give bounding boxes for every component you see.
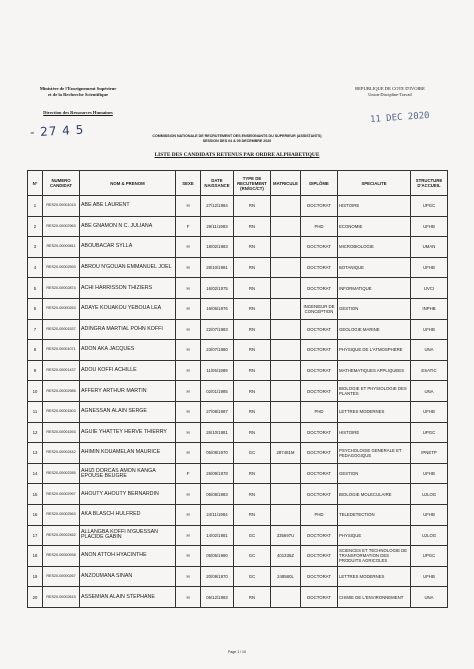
speciality-cell: GEOLOGIE MARINE [338,319,411,340]
matricule-cell [271,216,301,237]
structure-cell: UPGC [411,196,448,217]
birth-date-cell: 22/07/1983 [201,319,234,340]
recruitment-type-cell: RN [234,463,271,484]
diploma-cell: DOCTORAT [301,587,338,608]
row-number-cell: 6 [28,298,43,319]
candidate-name-cell: ASSEMIAN ALAIN STEPHANE [80,587,176,608]
recruitment-type-cell: RN [234,484,271,505]
candidate-name-cell: AGUIE YHATTEY HERVE THIERRY [80,422,176,443]
birth-date-cell: 06/12/1983 [201,587,234,608]
row-number-cell: 15 [28,484,43,505]
speciality-cell: BOTANIQUE [338,257,411,278]
diploma-cell: DOCTORAT [301,463,338,484]
speciality-cell: GESTION [338,463,411,484]
matricule-cell [271,401,301,422]
table-row [28,525,448,546]
speciality-cell: TELEDETECTION [338,504,411,525]
candidate-name-cell: ADAYE KOUAKOU YEBOUA LEA [80,298,176,319]
matricule-cell [271,422,301,443]
speciality-cell: INFORMATIQUE [338,278,411,299]
sex-cell: H [176,525,201,546]
diploma-cell: DOCTORAT [301,525,338,546]
row-number-cell: 17 [28,525,43,546]
recruitment-type-cell: RN [234,298,271,319]
row-number-cell: 12 [28,422,43,443]
column-header-birth-date: DATE NAISSANCE [201,171,234,196]
speciality-cell: LETTRES MODERNES [338,401,411,422]
sex-cell: H [176,237,201,258]
ministry-line1: Ministère de l'Enseignement Supérieur [39,86,117,91]
speciality-cell: HISTOIRE [338,422,411,443]
table-row [28,422,448,443]
birth-date-cell: 02/01/1985 [201,381,234,402]
candidate-name-cell: AFFERY ARTHUR MARTIN [80,381,176,402]
birth-date-cell: 24/11/1984 [201,504,234,525]
direction-label: Direction des Ressources Humaines [43,110,113,115]
matricule-cell [271,504,301,525]
birth-date-cell: 05/05/1980 [201,546,234,567]
sex-cell: H [176,443,201,464]
birth-date-cell: 06/08/1983 [201,484,234,505]
candidate-number-cell: RES20-00002874 [43,278,80,299]
recruitment-type-cell: RN [234,340,271,361]
table-row [28,463,448,484]
diploma-cell: DOCTORAT [301,360,338,381]
structure-cell: INPHB [411,298,448,319]
structure-cell: UNA [411,381,448,402]
birth-date-cell: 27/12/1984 [201,196,234,217]
commission-heading [100,134,374,144]
birth-date-cell: 18/02/1983 [201,237,234,258]
matricule-cell [271,463,301,484]
structure-cell: UFHB [411,257,448,278]
matricule-cell [271,237,301,258]
candidate-number-cell: RES20-00002997 [43,484,80,505]
candidate-number-cell: RES20-00001503 [43,401,80,422]
table-row [28,196,448,217]
sex-cell: H [176,257,201,278]
candidate-number-cell: RES20-00001019 [43,196,80,217]
diploma-cell: INGENIEUR DE CONCEPTION [301,298,338,319]
structure-cell: UVCI [411,278,448,299]
speciality-cell: BIOLOGIE ET PHYSIOLOGIE DES PLANTES [338,381,411,402]
candidate-name-cell: AKA BLASCH HULFRED [80,504,176,525]
row-number-cell: 20 [28,587,43,608]
birth-date-cell: 16/02/1975 [201,278,234,299]
recruitment-type-cell: GC [234,546,271,567]
date-stamp: 11 DEC 2020 [369,110,430,126]
candidate-number-cell: RES20-00000267 [43,566,80,587]
candidate-name-cell: ALLANGBA KOFFI N'GUESSAN PLACIDE GABIN [80,525,176,546]
table-row [28,340,448,361]
column-header-recruitment-type: TYPE DE RECUTEMENT (RN/GC/CT) [234,171,271,196]
recruitment-type-cell: RN [234,257,271,278]
candidates-table [27,170,448,608]
candidate-number-cell: RES20-00000938 [43,546,80,567]
structure-cell: IPNETP [411,443,448,464]
candidate-number-cell: RES20-00001437 [43,360,80,381]
candidate-number-cell: RES20-00001071 [43,340,80,361]
speciality-cell: PHYSIQUE [338,525,411,546]
matricule-cell [271,360,301,381]
structure-cell: UPGC [411,422,448,443]
table-row [28,237,448,258]
candidate-number-cell: RES20-00002593 [43,257,80,278]
structure-cell: UJLOG [411,484,448,505]
recruitment-type-cell: RN [234,360,271,381]
diploma-cell: DOCTORAT [301,278,338,299]
structure-cell: UFHB [411,216,448,237]
recruitment-type-cell: RN [234,422,271,443]
diploma-cell: DOCTORAT [301,443,338,464]
speciality-cell: PHYSIQUE DE L'ATMOSPHERE [338,340,411,361]
matricule-cell [271,381,301,402]
birth-date-cell: 26/09/1978 [201,463,234,484]
candidate-name-cell: AGNESSAN ALAIN SERGE [80,401,176,422]
recruitment-type-cell: GC [234,443,271,464]
sex-cell: H [176,196,201,217]
structure-cell: UFHB [411,504,448,525]
row-number-cell: 10 [28,381,43,402]
recruitment-type-cell: RN [234,278,271,299]
birth-date-cell: 16/06/1976 [201,298,234,319]
recruitment-type-cell: RN [234,401,271,422]
matricule-cell: 248580L [271,566,301,587]
recruitment-type-cell: GC [234,566,271,587]
sex-cell: H [176,340,201,361]
speciality-cell: LETTRES MODERNES [338,566,411,587]
candidate-name-cell: AHIMIN KOUAMELAN MAURICE [80,443,176,464]
handwritten-reference-text: - 27 4 5 [29,122,85,140]
sex-cell: F [176,463,201,484]
speciality-cell: MICROBIOLOGIE [338,237,411,258]
sex-cell: H [176,422,201,443]
diploma-cell: PHD [301,216,338,237]
diploma-cell: DOCTORAT [301,340,338,361]
recruitment-type-cell: RN [234,216,271,237]
speciality-cell: CHIMIE DE L'ENVIRONNEMENT [338,587,411,608]
diploma-cell: DOCTORAT [301,566,338,587]
republic-header [340,86,440,98]
speciality-cell: PSYCHOLOGIE GENERALE ET PEDAGOGIQUE [338,443,411,464]
structure-cell: UNA [411,340,448,361]
table-header-row [28,171,448,196]
birth-date-cell: 11/05/1989 [201,360,234,381]
sex-cell: H [176,566,201,587]
speciality-cell: HISTOIRE [338,196,411,217]
commission-line1: COMMISSION NATIONALE DE RECRUTEMENT DES ENSEIGNANTS DU SUPERIEUR (ASSISTANTS) [152,134,322,138]
diploma-cell: DOCTORAT [301,546,338,567]
matricule-cell: 335697U [271,525,301,546]
structure-cell: UJLOG [411,525,448,546]
matricule-cell [271,484,301,505]
row-number-cell: 8 [28,340,43,361]
table-row [28,443,448,464]
structure-cell: UFHB [411,401,448,422]
candidate-number-cell: RES20-00002615 [43,587,80,608]
row-number-cell: 2 [28,216,43,237]
diploma-cell: DOCTORAT [301,196,338,217]
sex-cell: H [176,401,201,422]
matricule-cell [271,257,301,278]
table-row [28,587,448,608]
ministry-header [28,86,128,116]
handwritten-reference [30,123,85,140]
candidate-number-cell: RES20-00002442 [43,443,80,464]
row-number-cell: 13 [28,443,43,464]
table-row [28,257,448,278]
matricule-cell [271,278,301,299]
candidate-number-cell: RES20-00000811 [43,237,80,258]
recruitment-type-cell: RN [234,319,271,340]
row-number-cell: 9 [28,360,43,381]
row-number-cell: 7 [28,319,43,340]
candidate-number-cell: RES20-00002963 [43,216,80,237]
candidate-name-cell: ANZOUMANA SINAN [80,566,176,587]
matricule-cell: 287481M [271,443,301,464]
candidate-number-cell: RES20-00002563 [43,504,80,525]
table-row [28,504,448,525]
matricule-cell [271,298,301,319]
republic-name: REPUBLIQUE DE COTE D'IVOIRE [355,86,425,91]
row-number-cell: 1 [28,196,43,217]
column-header-matricule: MATRICULE [271,171,301,196]
speciality-cell: BIOLOGIE MOLECULAIRE [338,484,411,505]
column-header-number: N° [28,171,43,196]
sex-cell: H [176,504,201,525]
matricule-cell: 401336Z [271,546,301,567]
candidate-name-cell: ABE GNAMON N C. JULIANA [80,216,176,237]
birth-date-cell: 14/02/1981 [201,525,234,546]
candidate-number-cell: RES20-00002985 [43,381,80,402]
candidate-number-cell: RES20-00001593 [43,422,80,443]
birth-date-cell: 27/08/1987 [201,401,234,422]
candidate-name-cell: ABROU N'GOUAN EMMANUEL JOEL [80,257,176,278]
table-row [28,381,448,402]
page-footer: Page 1 / 10 [228,650,246,654]
sex-cell: H [176,381,201,402]
diploma-cell: PHD [301,504,338,525]
structure-cell: UFHB [411,566,448,587]
structure-cell: UFHB [411,463,448,484]
row-number-cell: 4 [28,257,43,278]
candidate-number-cell: RES20-00002462 [43,525,80,546]
table-row [28,401,448,422]
diploma-cell: DOCTORAT [301,422,338,443]
sex-cell: H [176,587,201,608]
column-header-diploma: DIPLÔME [301,171,338,196]
structure-cell: UMAN [411,237,448,258]
sex-cell: H [176,360,201,381]
sex-cell: H [176,484,201,505]
structure-cell: UFHB [411,319,448,340]
candidate-name-cell: AHOUTY AHOUTY BERNARDIN [80,484,176,505]
table-row [28,566,448,587]
candidate-name-cell: ABOUBACAR SYLLA [80,237,176,258]
birth-date-cell: 28/10/1981 [201,257,234,278]
speciality-cell: MATHEMATIQUES APPLIQUEES [338,360,411,381]
recruitment-type-cell: RN [234,504,271,525]
speciality-cell: GESTION [338,298,411,319]
speciality-cell: SCIENCES ET TECHNOLOGIE DE TRANSFORMATION DES PRODUITS AGRICOLES [338,546,411,567]
candidate-name-cell: ADINGRA MARTIAL POHN KOFFI [80,319,176,340]
column-header-candidate-number: NUMERO CANDIDAT [43,171,80,196]
sex-cell: H [176,546,201,567]
speciality-cell: ECONOMIE [338,216,411,237]
birth-date-cell: 26/10/1981 [201,422,234,443]
table-row [28,319,448,340]
list-title: LISTE DES CANDIDATS RETENUS PAR ORDRE ALPHABETIQUE [154,152,320,158]
candidate-name-cell: ADON AKA JACQUES [80,340,176,361]
table-row [28,546,448,567]
recruitment-type-cell: RN [234,196,271,217]
matricule-cell [271,196,301,217]
candidate-name-cell: AHIZI DORCAS AMON KANGA EPOUSE BEUGRE [80,463,176,484]
birth-date-cell: 23/07/1980 [201,340,234,361]
candidate-name-cell: ADOU KOFFI ACHILLE [80,360,176,381]
structure-cell: ESATIC [411,360,448,381]
row-number-cell: 14 [28,463,43,484]
table-body [28,196,448,608]
diploma-cell: DOCTORAT [301,319,338,340]
structure-cell: UPGC [411,546,448,567]
recruitment-type-cell: RN [234,381,271,402]
row-number-cell: 16 [28,504,43,525]
sex-cell: H [176,278,201,299]
column-header-name: NOM & PRENOM [80,171,176,196]
republic-motto: Union-Discipline-Travail [368,92,412,97]
ministry-line2: et de la Recherche Scientifique [47,92,109,97]
sex-cell: F [176,216,201,237]
birth-date-cell: 05/08/1970 [201,443,234,464]
diploma-cell: PHD [301,401,338,422]
birth-date-cell: 29/11/1983 [201,216,234,237]
matricule-cell [271,319,301,340]
table-row [28,484,448,505]
sex-cell: H [176,298,201,319]
commission-line2: SESSION DES 04 & 05 DECEMBRE 2020 [202,139,272,143]
candidate-number-cell: RES20-00000253 [43,298,80,319]
recruitment-type-cell: GC [234,525,271,546]
diploma-cell: DOCTORAT [301,381,338,402]
column-header-speciality: SPECIALITE [338,171,411,196]
candidate-name-cell: ABE ABE LAURENT [80,196,176,217]
row-number-cell: 18 [28,546,43,567]
table-row [28,360,448,381]
diploma-cell: DOCTORAT [301,237,338,258]
diploma-cell: DOCTORAT [301,257,338,278]
diploma-cell: DOCTORAT [301,484,338,505]
candidate-name-cell: ACHI HARRISSON THIZIERS [80,278,176,299]
matricule-cell [271,340,301,361]
recruitment-type-cell: RN [234,237,271,258]
table-row [28,278,448,299]
row-number-cell: 5 [28,278,43,299]
recruitment-type-cell: RN [234,587,271,608]
table-row [28,298,448,319]
matricule-cell [271,587,301,608]
sex-cell: H [176,319,201,340]
birth-date-cell: 20/09/1970 [201,566,234,587]
candidate-number-cell: RES20-00001537 [43,319,80,340]
column-header-structure: STRUCTURE D'ACCUEIL [411,171,448,196]
candidate-name-cell: ANON ATTOH HYACINTHE [80,546,176,567]
candidate-number-cell: RES20-00002285 [43,463,80,484]
row-number-cell: 19 [28,566,43,587]
row-number-cell: 3 [28,237,43,258]
column-header-sex: SEXE [176,171,201,196]
table-row [28,216,448,237]
row-number-cell: 11 [28,401,43,422]
structure-cell: UNA [411,587,448,608]
